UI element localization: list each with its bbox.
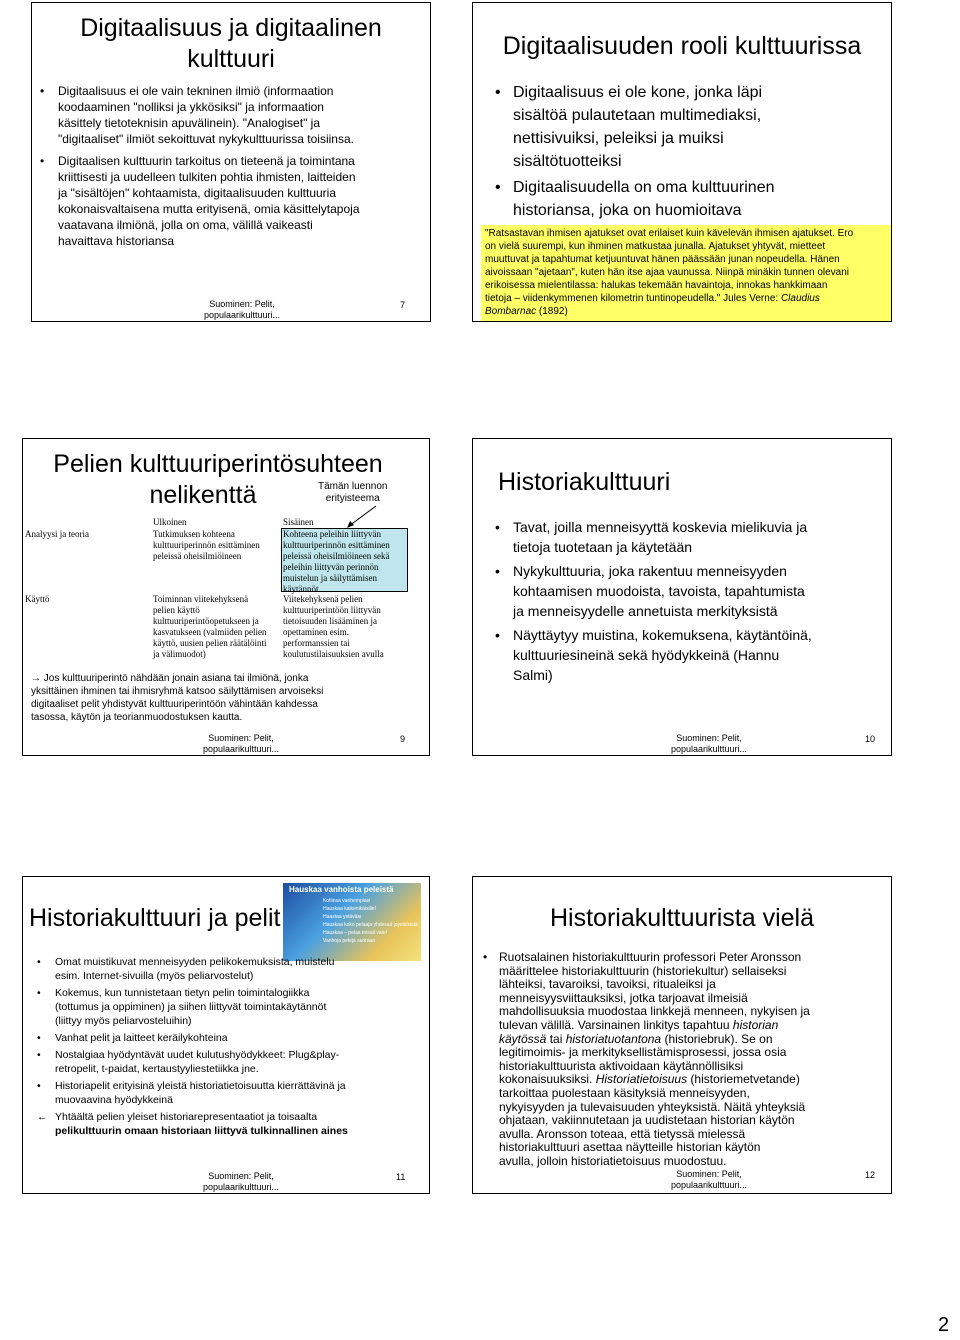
list-item: • Vanhat pelit ja laitteet keräilykohteina: [37, 1032, 228, 1044]
slide-number: 9: [400, 734, 406, 744]
list-item: • Digitaalisuus ei ole vain tekninen ilmiö (informaation koodaaminen "nolliksi ja ykkösiksi" ja informaation käsittely tietoteknisin apuvälinein). "Analogiset" ja "digitaaliset" ilmiöt sekoittuvat nykykulttuurissa toisiinsa.: [40, 84, 354, 146]
row-header-use: Käyttö: [25, 594, 50, 604]
slide-10: [472, 438, 892, 756]
list-item: • Digitaalisuudella on oma kulttuurinen historiansa, joka on huomioitava: [495, 179, 775, 219]
list-item: • Omat muistikuvat menneisyyden pelikokemuksista, muistelu esim. Internet-sivuilla (myös peliarvostelut): [37, 956, 335, 982]
bullet-icon: •: [483, 950, 488, 964]
slide-12: [472, 876, 892, 1194]
paragraph: • Ruotsalainen historiakulttuurin professori Peter Aronsson määrittelee historiakulttuurin (historiekultur) sellaiseksi lähteiksi, tavaroiksi, tavoiksi, ritualeiksi ja menneisyysviittauksiksi, jotka tarjoavat ilmeisiä mahdollisuuksia muodostaa linkkejä menneen, nykyisen ja tulevan välillä. Varsinainen linkitys tapahtuu historian käytössä tai historiatuotantona (historiebruk). Se on legitimoimis- ja merkityksellistämisprosessi, jossa osia historiakulttuurista aktivoidaan käytännöllisiksi kokonaisuuksiksi. Historiatietoisuus (historiemetvetande) tarkoittaa puolestaan käsityksiä menneisyyden, nykyisyyden ja tulevaisuuden yhteyksistä. Näitä yhteyksiä ohjataan, vakiinnutetaan ja uudistetaan historian käytön avulla. Aronsson toteaa, että tietyssä mielessä historiakulttuuri asettaa näytteille historian käytön avulla, jolloin historiatietoisuus muodostuu.: [483, 950, 810, 1168]
list-item: • Nostalgiaa hyödyntävät uudet kulutushyödykkeet: Plug&play- retropelit, t-paidat, kertaustyyliestetiikka jne.: [37, 1049, 340, 1075]
page-number: 2: [938, 1314, 950, 1336]
column-header-outer: Ulkoinen: [153, 517, 187, 527]
note-text: → Jos kulttuuriperintö nähdään jonain asiana tai ilmiönä, jonka yksittäinen ihminen tai ihmisryhmä katsoo säilyttämisen arvoiseksi digitaaliset pelit yhdistyvät kulttuuriperintöön vähintään kahdessa tasossa, käytön ja teorianmuodostuksen kautta.: [31, 673, 324, 723]
slide-title: Pelien kulttuuriperintösuhteen nelikenttä: [53, 450, 383, 509]
bullet-list: [495, 517, 891, 685]
slide-footer: Suominen: Pelit, populaarikulttuuri...: [202, 733, 280, 754]
slide-11: [22, 876, 430, 1194]
list-item: • Nykykulttuuria, joka rakentuu menneisyyden kohtaamisen muodoista, tavoista, tapahtumista ja menneisyydelle annetuista merkityksistä: [495, 563, 805, 619]
cell-theory-outer: Tutkimuksen kohteena kulttuuriperinnön esittäminen peleissä oheisilmiöineen: [153, 529, 260, 561]
bullet-list: [37, 955, 427, 1138]
slide-footer: Suominen: Pelit, populaarikulttuuri...: [202, 1171, 280, 1192]
slide-title: Digitaalisuuden rooli kulttuurissa: [502, 32, 862, 60]
slide-title: Digitaalisuus ja digitaalinen kulttuuri: [80, 14, 382, 73]
slide-number: 12: [865, 1170, 876, 1180]
callout-arrow-icon: [341, 503, 381, 531]
slide-title: Historiakulttuurista vielä: [550, 904, 814, 932]
list-item: • Historiapelit erityisinä yleistä historiatietoisuutta kierrättävinä ja muovaavina hyödykkeinä: [37, 1080, 346, 1106]
arrow-left-icon: ←: [37, 1111, 48, 1123]
slide-number: 11: [396, 1172, 406, 1182]
list-item: ← Yhtäältä pelien yleiset historiarepresentaatiot ja toisaalta pelikulttuurin omaan historiaan liittyvä tulkinnallinen aines: [37, 1111, 348, 1137]
callout-label: Tämän luennon erityisteema: [318, 481, 388, 504]
cell-use-outer: Toiminnan viitekehyksenä pelien käyttö kulttuuriperintöopetukseen ja kasvatukseen (valmiiden pelien käyttö, uusien pelien räätälöinti ja välimuodot): [153, 594, 267, 659]
slide-7: [31, 2, 431, 322]
advert-banner: Hauskaa vanhoista peleistä: [289, 885, 394, 894]
slide-footer: Suominen: Pelit, populaarikulttuuri...: [203, 299, 281, 320]
bullet-list: [495, 81, 887, 222]
slide-footer: Suominen: Pelit, populaarikulttuuri...: [670, 1169, 748, 1190]
list-item: • Tavat, joilla menneisyyttä koskevia mielikuvia ja tietoja tuotetaan ja käytetään: [495, 519, 808, 555]
cell-theory-inner: Kohteena peleihin liittyvän kulttuuriperinnön esittäminen peleissä oheisilmiöineen sekä peleihin liittyvän perinnön muistelun ja säilyttämisen käytännöt: [283, 529, 390, 594]
list-item: • Digitaalisuus ei ole kone, jonka läpi sisältöä pulautetaan multimediaksi, nettisivuiksi, peleiksi ja muiksi sisältötuotteiksi: [495, 84, 763, 170]
list-item: • Näyttäytyy muistina, kokemuksena, käytäntöinä, kulttuuriesineinä sekä hyödykkeinä (Hannu Salmi): [495, 627, 812, 683]
slide-8: [472, 2, 892, 322]
slide-title: Historiakulttuuri ja pelit: [29, 904, 281, 932]
slide-number: 7: [400, 300, 406, 310]
list-item: • Digitaalisen kulttuurin tarkoitus on tieteenä ja toimintana kriittisesti ja uudelleen tulkiten pohtia ihmisten, laitteiden ja "sisältöjen" kohtaamista, digitaalisuuden kulttuuria kokonaisvaltaisena mutta erityisenä, omia käsittelytapoja vaatavana ilmiönä, jolla on oma, välillä vaikeasti havaittava historiansa: [40, 154, 360, 248]
slide-number: 10: [865, 734, 876, 744]
slide-title: Historiakulttuuri: [498, 468, 671, 496]
slide-footer: Suominen: Pelit, populaarikulttuuri...: [670, 733, 748, 754]
slide-9: [22, 438, 430, 756]
column-header-inner: Sisäinen: [283, 517, 314, 527]
arrow-right-icon: →: [31, 673, 44, 684]
quote-box: "Ratsastavan ihmisen ajatukset ovat erilaiset kuin kävelevän ihmisen ajatukset. Ero on vielä suurempi, kun ihminen matkustaa junalla. Ajatukset yhtyvät, mietteet muuttuvat ja tapahtumat ketjuuntuvat hänen päässään junan nopeudella. Hänen aivoissaan "ajetaan", kuten hän itse ajaa vaunussa. Niinpä minäkin tunnen olevani erikoisessa mielentilassa: halukas tekemään havaintoja, innokas hankkimaan tietoja – viidenkymmenen kilometrin tuntinopeudella." Jules Verne: Claudius Bombarnac (1892): [481, 225, 891, 321]
list-item: • Kokemus, kun tunnistetaan tietyn pelin toimintalogiikka (tottumus ja oppiminen) ja siihen liittyvät toimintakäytännöt (liittyy myös peliarvosteluihin): [37, 987, 327, 1027]
row-header-theory: Analyysi ja teoria: [25, 529, 89, 539]
advert-text: Kotiinsa vanhempiasi Hauskaa kaikenikäisille! Haastaa ystäväsi Hauskaa koko pelaaja yhdessä joystickistä Hauskaa – pelaa missä vain! Vanhoja pelejä suoraan: [323, 898, 418, 944]
cell-use-inner: Viitekehyksenä pelien kulttuuriperintöön liittyvän tietoisuuden lisääminen ja opettaminen esim. performanssien tai koulutustilaisuuksien avulla: [283, 594, 384, 659]
bullet-list: [40, 83, 428, 249]
